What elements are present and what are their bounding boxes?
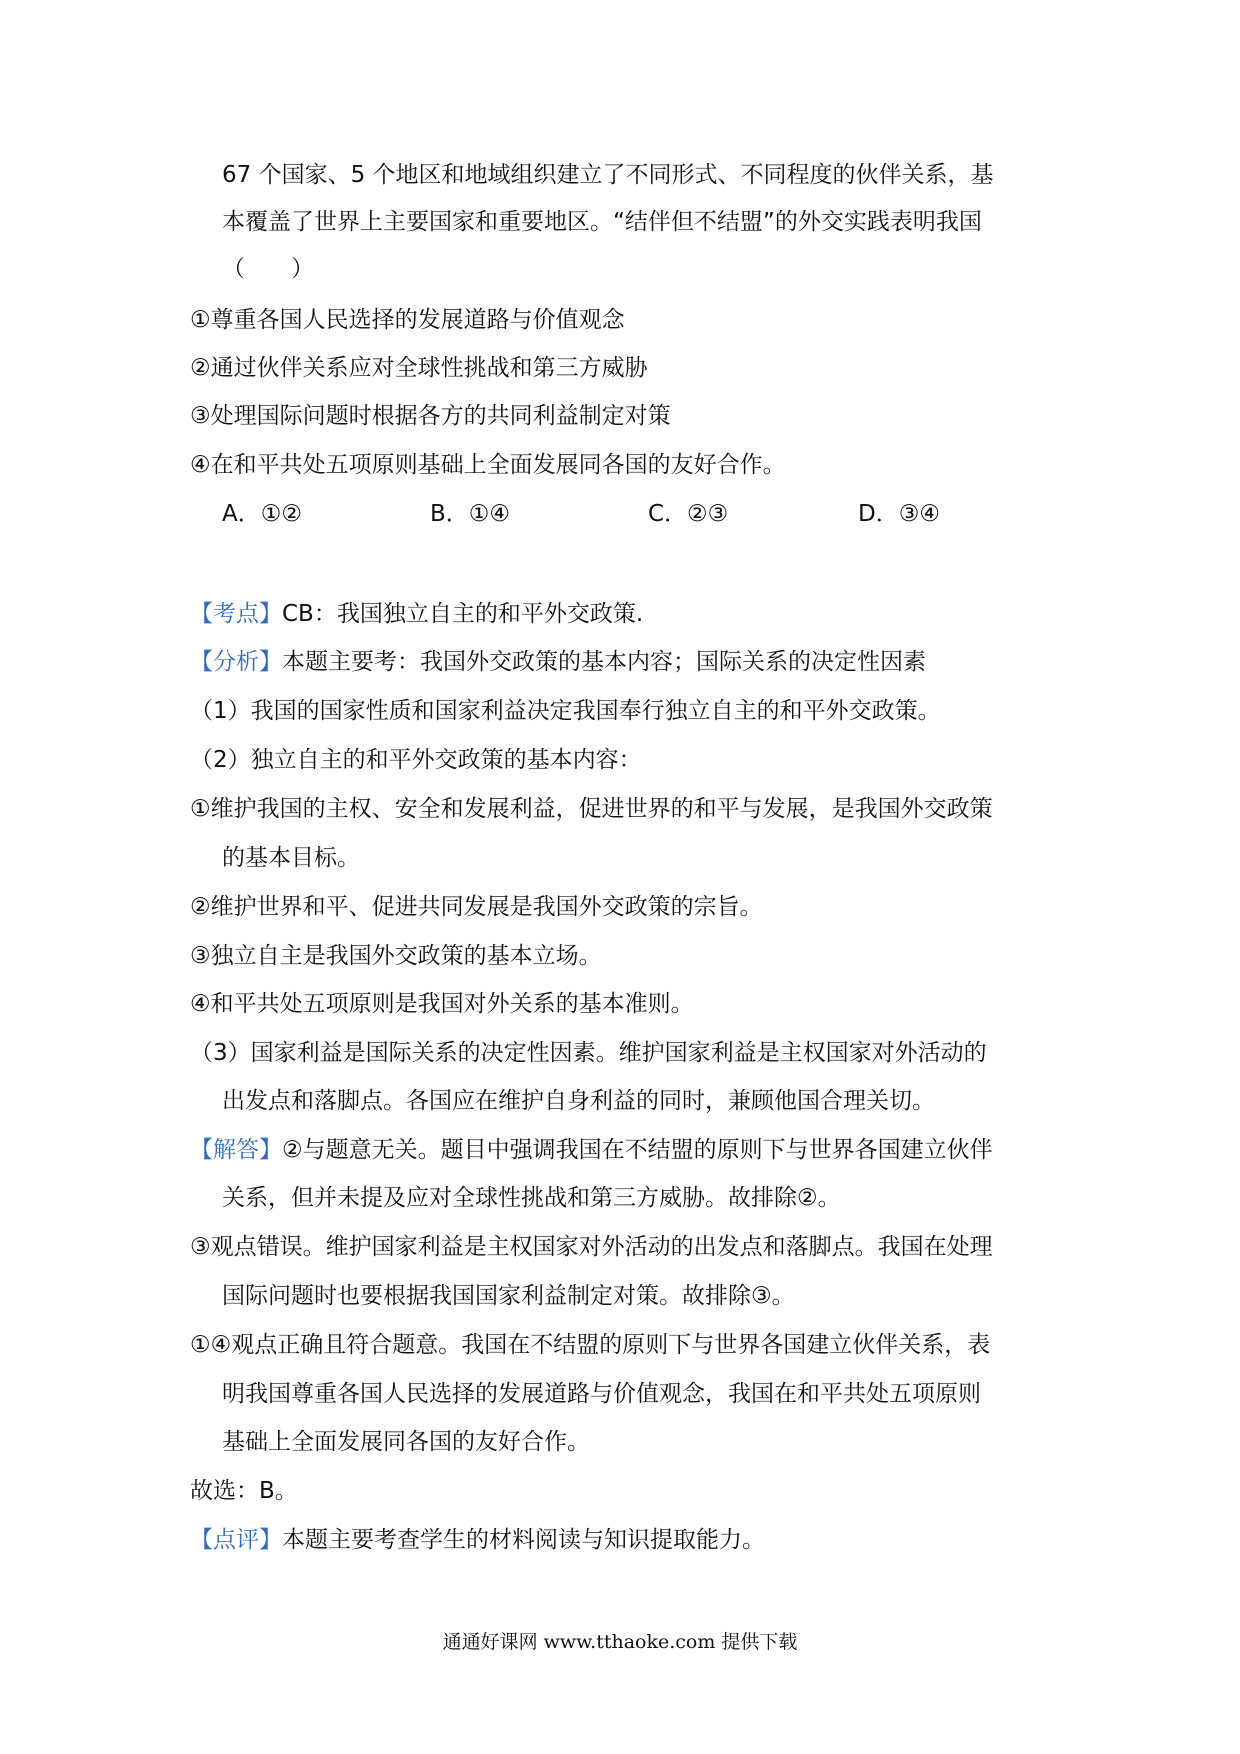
fenxi-line-2: （2）独立自主的和平外交政策的基本内容： — [190, 747, 642, 773]
jieda-tag: 【解答】 — [190, 1137, 282, 1163]
dianping-text: 本题主要考查学生的材料阅读与知识提取能力。 — [282, 1527, 765, 1553]
answer-options — [0, 497, 1240, 531]
fenxi-line-5: ②维护世界和平、促进共同发展是我国外交政策的宗旨。 — [190, 894, 763, 920]
fenxi-tag: 【分析】 — [190, 649, 282, 675]
statement-4: ④在和平共处五项原则基础上全面发展同各国的友好合作。 — [190, 452, 786, 478]
fenxi-line-3: ①维护我国的主权、安全和发展利益，促进世界的和平与发展，是我国外交政策 — [190, 796, 993, 822]
fenxi-line-6: ③独立自主是我国外交政策的基本立场。 — [190, 943, 602, 969]
option-a: A．①② — [222, 501, 302, 527]
option-c: C．②③ — [648, 501, 729, 527]
dianping-tag: 【点评】 — [190, 1527, 282, 1553]
jieda-line-6: 基础上全面发展同各国的友好合作。 — [222, 1429, 590, 1455]
kaodian-text: CB：我国独立自主的和平外交政策. — [282, 601, 644, 627]
fenxi-line-8: （3）国家利益是国际关系的决定性因素。维护国家利益是主权国家对外活动的 — [190, 1040, 987, 1066]
page-footer: 通通好课网 www.tthaoke.com 提供下载 — [442, 1631, 798, 1653]
fenxi-line-4: 的基本目标。 — [222, 845, 360, 871]
statement-2: ②通过伙伴关系应对全球性挑战和第三方威胁 — [190, 355, 648, 381]
answer-blank: （ ） — [222, 256, 314, 282]
question-stem-line-2: 本覆盖了世界上主要国家和重要地区。“结伴但不结盟”的外交实践表明我国 — [222, 209, 982, 235]
statement-1: ①尊重各国人民选择的发展道路与价值观念 — [190, 307, 625, 333]
fenxi-line-9: 出发点和落脚点。各国应在维护自身利益的同时，兼顾他国合理关切。 — [222, 1088, 935, 1114]
option-d: D．③④ — [858, 501, 940, 527]
jieda-line-2: ③观点错误。维护国家利益是主权国家对外活动的出发点和落脚点。我国在处理 — [190, 1234, 993, 1260]
dianping-section — [0, 1523, 1240, 1557]
kaodian-tag: 【考点】 — [190, 601, 282, 627]
jieda-line-3: 国际问题时也要根据我国国家利益制定对策。故排除③。 — [222, 1283, 795, 1309]
jieda-text: ②与题意无关。题目中强调我国在不结盟的原则下与世界各国建立伙伴 — [282, 1137, 993, 1163]
jieda-line-1: 关系，但并未提及应对全球性挑战和第三方威胁。故排除②。 — [222, 1185, 841, 1211]
jieda-line-4: ①④观点正确且符合题意。我国在不结盟的原则下与世界各国建立伙伴关系，表 — [190, 1332, 991, 1358]
final-answer: 故选：B。 — [190, 1478, 298, 1504]
question-stem-line-1: 67 个国家、5 个地区和地域组织建立了不同形式、不同程度的伙伴关系，基 — [222, 162, 994, 188]
fenxi-text: 本题主要考：我国外交政策的基本内容；国际关系的决定性因素 — [282, 649, 926, 675]
statement-3: ③处理国际问题时根据各方的共同利益制定对策 — [190, 403, 671, 429]
jieda-line-5: 明我国尊重各国人民选择的发展道路与价值观念，我国在和平共处五项原则 — [222, 1381, 981, 1407]
fenxi-line-7: ④和平共处五项原则是我国对外关系的基本准则。 — [190, 991, 694, 1017]
fenxi-section — [0, 645, 1240, 679]
jieda-section — [0, 1133, 1240, 1167]
option-b: B．①④ — [430, 501, 511, 527]
kaodian-section — [0, 597, 1240, 631]
fenxi-line-1: （1）我国的国家性质和国家利益决定我国奉行独立自主的和平外交政策。 — [190, 698, 941, 724]
